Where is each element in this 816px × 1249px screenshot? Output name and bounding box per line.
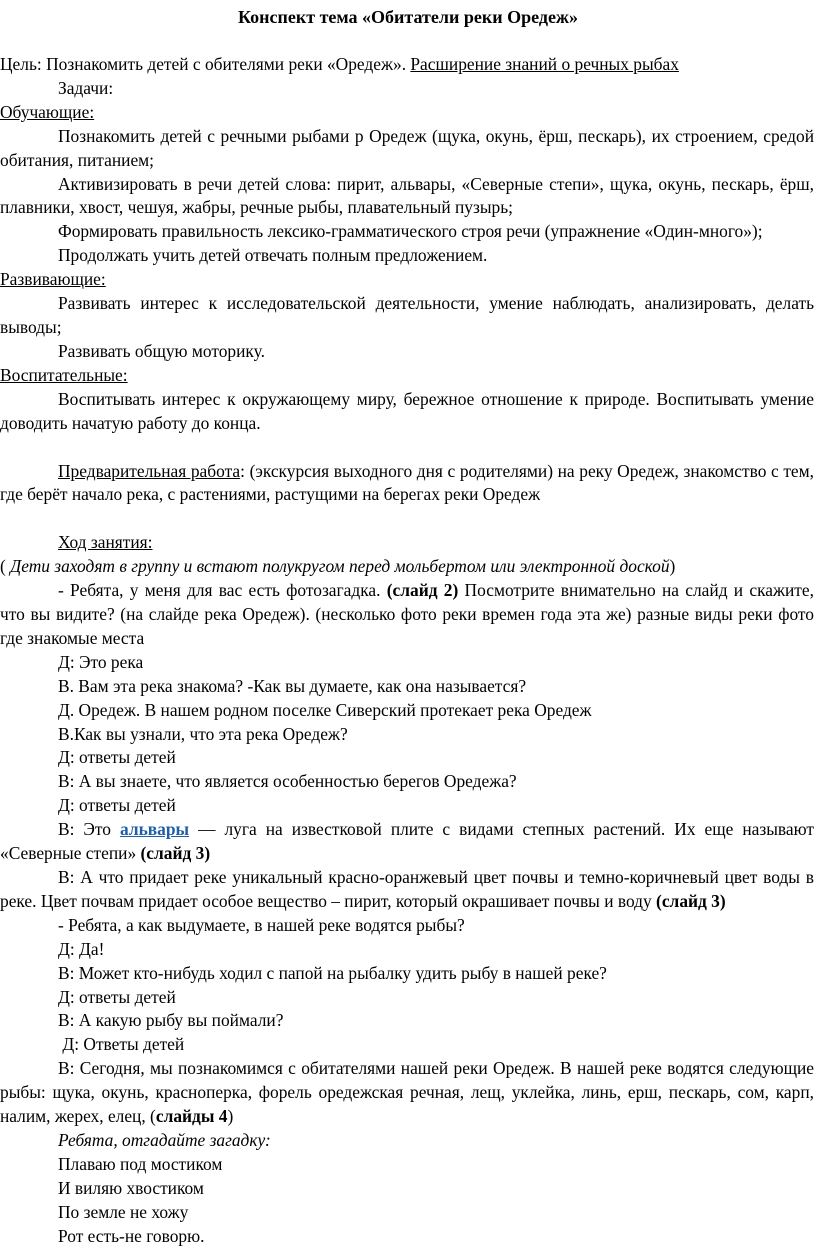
dialog-line: Д. Оредеж. В нашем родном поселке Сиверский протекает река Оредеж [58, 699, 592, 720]
teaching-item: Формировать правильность лексико-грамматического строя речи (упражнение «Один-много»); [58, 221, 763, 242]
dialog-line [0, 579, 814, 651]
dialog-line: В: А какую рыбу вы поймали? [58, 1010, 284, 1031]
goal-underlined: Расширение знаний о речных рыбах [410, 54, 679, 74]
teaching-item: Активизировать в речи детей слова: пирит, альвары, «Северные степи», щука, окунь, пескарь, ёрш, плавники, хвост, чешуя, жабры, речные рыбы, плавательный пузырь; [0, 173, 814, 218]
lesson-heading-text: Ход занятия: [58, 532, 153, 553]
goal-text: Познакомить детей с обителями реки «Оредеж». [46, 54, 411, 74]
slide-ref: (слайд 2) [386, 580, 459, 601]
teaching-item: Познакомить детей с речными рыбами р Оредеж (щука, окунь, ёрш, пескарь), их строением, средой обитания, питанием; [0, 125, 814, 170]
dialog-line: В: А вы знаете, что является особенностью берегов Оредежа? [58, 771, 517, 792]
dialog-line: Д: ответы детей [58, 795, 176, 816]
dialog-line: - Ребята, а как выдумаете, в нашей реке водятся рыбы? [58, 914, 465, 935]
slide-ref: (слайд 3) [656, 890, 726, 911]
stage-direction [0, 555, 814, 579]
upbringing-heading: Воспитательные: [0, 364, 128, 385]
riddle-line: По земле не хожу [58, 1201, 189, 1222]
stage-open: ( [0, 556, 11, 577]
goal-line [0, 53, 814, 77]
riddle-intro: Ребята, отгадайте загадку: [58, 1129, 271, 1150]
dialog-line: В. Вам эта река знакома? -Как вы думаете, как она называется? [58, 675, 527, 696]
teaching-heading: Обучающие: [0, 101, 95, 122]
riddle-line: И виляю хвостиком [58, 1177, 204, 1198]
developing-item: Развивать интерес к исследовательской деятельности, умение наблюдать, анализировать, делать выводы; [0, 293, 814, 337]
slide-ref: (слайд 3) [140, 843, 211, 864]
dialog-line: В.Как вы узнали, что эта река Оредеж? [58, 723, 348, 744]
riddle-line: Плаваю под мостиком [58, 1153, 223, 1174]
dialog-text: В: Это [58, 819, 120, 840]
tasks-heading: Задачи: [58, 77, 114, 98]
prep-paragraph [0, 460, 814, 508]
dialog-line: Д: Это река [58, 651, 144, 672]
dialog-text: В: Сегодня, мы познакомимся с обитателями нашей реки Оредеж. В нашей реке водятся следующие рыбы: щука, окунь, красноперка, форель оредежская речная, лещ, уклейка, линь, ерш, пескарь, сом, карп, налим, жерех, елец, ( [0, 1058, 814, 1127]
dialog-text: ) [227, 1106, 234, 1127]
dialog-line [0, 818, 814, 866]
document-body [0, 53, 814, 1249]
teaching-item: Продолжать учить детей отвечать полным предложением. [58, 245, 488, 266]
dialog-line: Д: ответы детей [58, 986, 176, 1007]
dialog-line: Д: Ответы детей [58, 1034, 185, 1055]
dialog-text: В: А что придает реке уникальный красно-оранжевый цвет почвы и темно-коричневый цвет воды в реке. Цвет почвам придает особое вещество – пирит, который окрашивает почвы и воду [0, 867, 814, 911]
dialog-text: - Ребята, у меня для вас есть фотозагадка. [58, 580, 387, 601]
dialog-line: В: Может кто-нибудь ходил с папой на рыбалку удить рыбу в нашей реке? [58, 962, 607, 983]
goal-label: Цель: [0, 54, 47, 74]
dialog-line [0, 866, 814, 914]
dialog-text: Посмотрите внимательно на слайд и скажите, что вы видите? (на слайде река Оредеж). (несколько фото реки времен года эта же) разные виды реки фото где знакомые места [0, 580, 814, 648]
prep-label: Предварительная работа [58, 460, 241, 481]
slide-ref: слайды 4 [155, 1106, 228, 1127]
developing-heading: Развивающие: [0, 269, 106, 290]
riddle-line: Рот есть-не говорю. [58, 1225, 205, 1246]
alvary-link[interactable]: альвары [119, 819, 190, 840]
dialog-line [0, 1057, 814, 1129]
upbringing-item: Воспитывать интерес к окружающему миру, бережное отношение к природе. Воспитывать умение доводить начатую работу до конца. [0, 388, 814, 433]
stage-close: ) [669, 556, 676, 577]
lesson-heading [0, 531, 814, 555]
prep-text: : (экскурсия выходного дня с родителями) на реку Оредеж, знакомство с тем, где берёт начало река, с растениями, растущими на берегах реки Оредеж [0, 460, 815, 505]
developing-item: Развивать общую моторику. [58, 340, 265, 361]
stage-italic: Дети заходят в группу и встают полукругом перед мольбертом или электронной доской [10, 556, 670, 577]
dialog-line: Д: ответы детей [58, 747, 176, 768]
dialog-line: Д: Да! [58, 938, 105, 959]
page-title: Конспект тема «Обитатели реки Оредеж» [238, 7, 578, 27]
dialog-text: — луга на известковой плите с видами степных растений. Их еще называют «Северные степи» [0, 819, 814, 864]
